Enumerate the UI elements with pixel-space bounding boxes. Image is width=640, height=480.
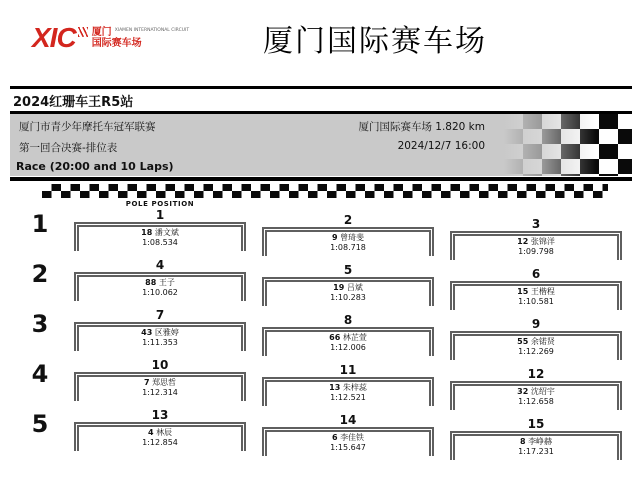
series-name: 厦门市青少年摩托车冠军联赛 bbox=[19, 121, 156, 133]
grid-position-number: 8 bbox=[343, 313, 353, 327]
grid-row bbox=[10, 208, 632, 258]
grid-slot-box bbox=[74, 222, 246, 251]
rider-name: 区雅婷 bbox=[154, 328, 179, 337]
grid-slot-box bbox=[74, 272, 246, 301]
grid-slot bbox=[74, 358, 246, 401]
event-info-panel bbox=[10, 114, 632, 176]
lap-time: 1:12.521 bbox=[330, 392, 366, 402]
logo-cn-line2: 国际赛车场 bbox=[91, 38, 142, 49]
session-name: 第一回合决赛-排位表 bbox=[19, 142, 118, 154]
car-number: 43 bbox=[141, 328, 153, 337]
grid-row-number: 4 bbox=[31, 360, 49, 388]
lap-time: 1:08.718 bbox=[330, 242, 366, 252]
grid-slot bbox=[450, 417, 622, 460]
grid-slot bbox=[450, 267, 622, 310]
car-number: 7 bbox=[143, 378, 150, 387]
grid-slot-box bbox=[262, 277, 434, 306]
rider-name: 余锘贤 bbox=[530, 337, 555, 346]
car-number: 18 bbox=[141, 228, 153, 237]
grid-slot bbox=[262, 263, 434, 306]
grid-slot bbox=[74, 408, 246, 451]
pole-position-label: POLE POSITION bbox=[125, 200, 195, 208]
panel-divider bbox=[10, 177, 632, 181]
grid-slot bbox=[74, 208, 246, 251]
grid-row-number: 1 bbox=[31, 210, 49, 238]
lap-time: 1:12.854 bbox=[142, 437, 178, 447]
page-title: 厦门国际赛车场 bbox=[263, 24, 487, 59]
rider-name: 李佳铁 bbox=[340, 433, 365, 442]
grid-position-number: 5 bbox=[343, 263, 353, 277]
grid-position-number: 11 bbox=[339, 363, 357, 377]
car-number: 88 bbox=[145, 278, 157, 287]
car-number: 13 bbox=[329, 383, 341, 392]
logo-en-subtitle: XIAMEN INTERNATIONAL CIRCUIT bbox=[114, 27, 190, 33]
lap-time: 1:12.006 bbox=[330, 342, 366, 352]
grid-slot-box bbox=[450, 431, 622, 460]
rider-name: 曾琦斐 bbox=[340, 233, 365, 242]
grid-slot bbox=[74, 308, 246, 351]
grid-position-number: 3 bbox=[531, 217, 541, 231]
grid-position-number: 12 bbox=[527, 367, 545, 381]
grid-slot-box bbox=[262, 377, 434, 406]
grid-slot bbox=[262, 213, 434, 256]
grid-slot bbox=[450, 367, 622, 410]
grid-slot-box bbox=[262, 227, 434, 256]
grid-slot bbox=[450, 317, 622, 360]
grid-position-number: 6 bbox=[531, 267, 541, 281]
rider-name: 张锦洋 bbox=[530, 237, 555, 246]
grid-position-number: 2 bbox=[343, 213, 353, 227]
lap-time: 1:10.283 bbox=[330, 292, 366, 302]
car-number: 32 bbox=[517, 387, 529, 396]
grid-slot-box bbox=[450, 331, 622, 360]
grid-row-number: 5 bbox=[31, 410, 49, 438]
grid-row bbox=[10, 308, 632, 358]
rider-name: 吕斌 bbox=[346, 283, 363, 292]
car-number: 6 bbox=[331, 433, 338, 442]
grid-slot-box bbox=[450, 231, 622, 260]
event-name: 2024红珊车王R5站 bbox=[13, 95, 134, 110]
grid-row bbox=[10, 408, 632, 458]
grid-slot-box bbox=[74, 372, 246, 401]
lap-time: 1:15.647 bbox=[330, 442, 366, 452]
grid-position-number: 14 bbox=[339, 413, 357, 427]
starting-grid bbox=[10, 208, 632, 458]
grid-position-number: 1 bbox=[155, 208, 165, 222]
car-number: 4 bbox=[147, 428, 154, 437]
race-format: Race (20:00 and 10 Laps) bbox=[16, 160, 174, 173]
speed-lines-icon bbox=[78, 27, 88, 37]
grid-slot bbox=[262, 313, 434, 356]
lap-time: 1:10.062 bbox=[142, 287, 178, 297]
grid-slot bbox=[262, 413, 434, 456]
circuit-length: 厦门国际赛车场 1.820 km bbox=[358, 121, 485, 133]
rider-name: 郑思哲 bbox=[152, 378, 177, 387]
rider-name: 林辰 bbox=[156, 428, 173, 437]
grid-row-number: 2 bbox=[31, 260, 49, 288]
lap-time: 1:12.658 bbox=[518, 396, 554, 406]
grid-slot bbox=[74, 258, 246, 301]
grid-slot-box bbox=[74, 322, 246, 351]
rider-name: 潘文斌 bbox=[154, 228, 179, 237]
grid-slot-box bbox=[450, 381, 622, 410]
grid-slot bbox=[262, 363, 434, 406]
lap-time: 1:12.314 bbox=[142, 387, 178, 397]
grid-row bbox=[10, 358, 632, 408]
rider-name: 沈绍宇 bbox=[530, 387, 555, 396]
checkered-flag-icon bbox=[504, 114, 632, 176]
lap-time: 1:12.269 bbox=[518, 346, 554, 356]
start-line-checker bbox=[42, 184, 608, 198]
grid-position-number: 7 bbox=[155, 308, 165, 322]
lap-time: 1:17.231 bbox=[518, 446, 554, 456]
header-divider bbox=[10, 86, 632, 89]
rider-name: 林芷萱 bbox=[342, 333, 367, 342]
grid-position-number: 4 bbox=[155, 258, 165, 272]
grid-slot bbox=[450, 217, 622, 260]
car-number: 12 bbox=[517, 237, 529, 246]
grid-row bbox=[10, 258, 632, 308]
grid-row-number: 3 bbox=[31, 310, 49, 338]
rider-name: 王楷程 bbox=[530, 287, 555, 296]
car-number: 19 bbox=[333, 283, 345, 292]
lap-time: 1:09.798 bbox=[518, 246, 554, 256]
grid-slot-box bbox=[74, 422, 246, 451]
lap-time: 1:08.534 bbox=[142, 237, 178, 247]
lap-time: 1:10.581 bbox=[518, 296, 554, 306]
xic-logo-text: XIC bbox=[32, 22, 76, 53]
car-number: 15 bbox=[517, 287, 529, 296]
grid-slot-box bbox=[450, 281, 622, 310]
rider-name: 王子 bbox=[158, 278, 175, 287]
car-number: 66 bbox=[329, 333, 341, 342]
grid-position-number: 10 bbox=[151, 358, 169, 372]
event-datetime: 2024/12/7 16:00 bbox=[397, 140, 485, 152]
rider-name: 李峥赫 bbox=[528, 437, 553, 446]
grid-slot-box bbox=[262, 327, 434, 356]
grid-position-number: 13 bbox=[151, 408, 169, 422]
grid-position-number: 15 bbox=[527, 417, 545, 431]
grid-slot-box bbox=[262, 427, 434, 456]
logo-cn-line1: 厦门 bbox=[91, 26, 112, 38]
lap-time: 1:11.353 bbox=[142, 337, 178, 347]
car-number: 8 bbox=[519, 437, 526, 446]
grid-position-number: 9 bbox=[531, 317, 541, 331]
rider-name: 朱梓蕊 bbox=[342, 383, 367, 392]
car-number: 55 bbox=[517, 337, 529, 346]
car-number: 9 bbox=[331, 233, 338, 242]
